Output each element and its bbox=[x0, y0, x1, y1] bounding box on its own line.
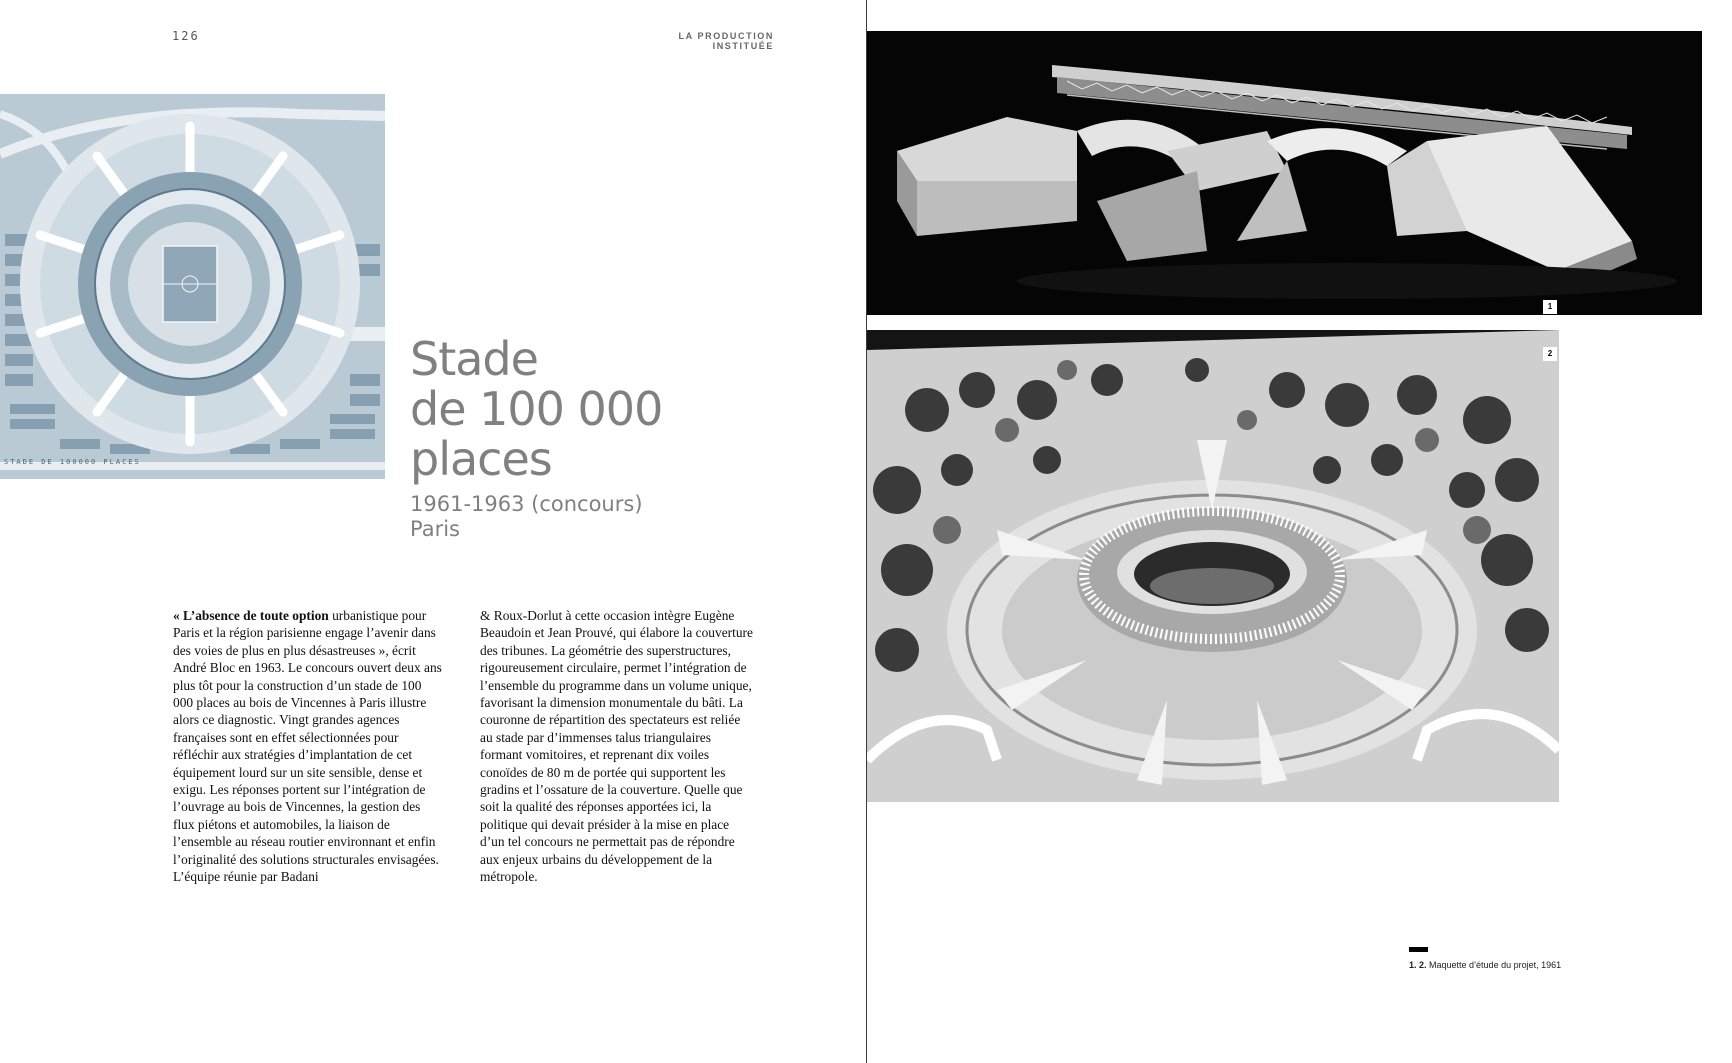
title-line-3: places bbox=[410, 432, 552, 486]
plan-inscription: STADE DE 100000 PLACES bbox=[4, 458, 141, 466]
project-title-block bbox=[410, 334, 662, 542]
title-line-2: de 100 000 bbox=[410, 382, 663, 436]
caption-refs: 1. 2. bbox=[1409, 960, 1427, 970]
page-number: 126 bbox=[172, 29, 200, 43]
stadium-plan-drawing bbox=[0, 94, 385, 479]
project-meta bbox=[410, 492, 662, 542]
project-title bbox=[410, 334, 662, 484]
model-side-view-drawing bbox=[867, 31, 1702, 315]
figure-badge-1: 1 bbox=[1543, 300, 1557, 314]
caption-marker-bar bbox=[1409, 947, 1428, 952]
figure-badge-2: 2 bbox=[1543, 347, 1557, 361]
body-paragraph-1 bbox=[173, 607, 443, 886]
project-location: Paris bbox=[410, 517, 460, 541]
running-title: LA PRODUCTION INSTITUÉE bbox=[678, 31, 774, 51]
model-aerial-view-drawing bbox=[867, 330, 1559, 802]
title-line-1: Stade bbox=[410, 332, 538, 386]
caption-text: Maquette d’étude du projet, 1961 bbox=[1426, 960, 1562, 970]
figure-caption bbox=[1409, 960, 1561, 970]
model-photo-aerial-view bbox=[867, 330, 1559, 802]
body-column-2 bbox=[480, 607, 755, 886]
project-dates: 1961-1963 (concours) bbox=[410, 492, 643, 516]
model-photo-side-view bbox=[867, 31, 1702, 315]
stadium-plan-figure bbox=[0, 94, 385, 479]
column-2-text: & Roux-Dorlut à cette occasion intègre Eugène Beaudoin et Jean Prouvé, qui élabore la couverture des tribunes. La géométrie des superstructures, rigoureusement circulaire, permet l’intégration de l’ensemble du programme dans un volume unique, favorisant la dimension monumentale du bâti. La couronne de répartition des spectateurs est reliée au stade par d’immenses talus triangulaires formant vomitoires, et reprenant dix voiles conoïdes de 80 m de portée qui supportent les gradins et l’ossature de la couverture. Quelle que soit la qualité des réponses apportées ici, la politique qui devait présider à la mise en place d’un tel concours ne permettait pas de répondre aux enjeux urbains du développement de la métropole. bbox=[480, 608, 753, 885]
lead-in: « L’absence de toute option bbox=[173, 608, 329, 623]
column-1-text: urbanistique pour Paris et la région parisienne engage l’avenir dans des voies de plus en plus désastreuses », écrit André Bloc en 1963. Le concours ouvert deux ans plus tôt pour la construction d’un stade de 100 000 places au bois de Vincennes à Paris illustre alors ce diagnostic. Vingt grandes agences françaises sont en effet sélectionnées pour réfléchir aux stratégies d’implantation de cet équipement lourd sur un site sensible, dense et exigu. Les réponses portent sur l’intégration de l’ouvrage au bois de Vincennes, la gestion des flux piétons et automobiles, la liaison de l’ensemble au réseau routier environnant et enfin l’originalité des solutions structurales envisagées. L’équipe réunie par Badani bbox=[173, 608, 442, 885]
body-column-1 bbox=[173, 607, 443, 886]
